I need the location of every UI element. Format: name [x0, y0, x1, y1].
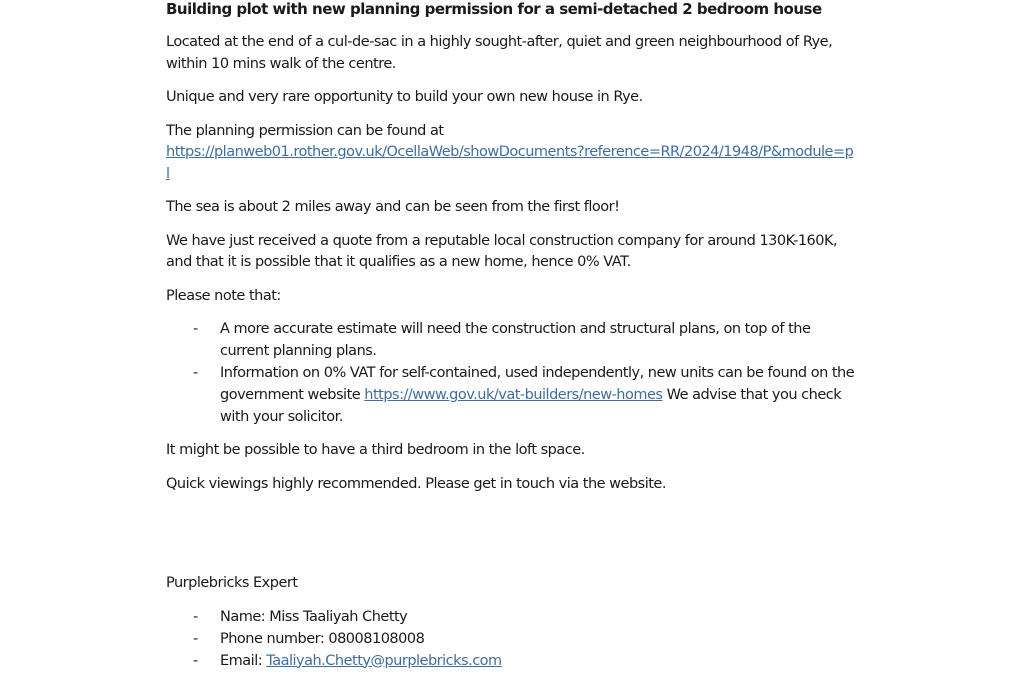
- location-paragraph: Located at the end of a cul-de-sac in a highly sought-after, quiet and green neighbourhood of Rye, within 10 mins walk of the centre.: [166, 34, 833, 72]
- list-item: [166, 628, 856, 650]
- vat-note-text: Information on 0% VAT for self-contained, used independently, new units can be found on the government website: [220, 365, 855, 403]
- dash-bullet: -: [193, 608, 198, 625]
- contact-list: [166, 606, 856, 672]
- contact-name: Name: Miss Taaliyah Chetty: [220, 608, 408, 625]
- estimate-note: A more accurate estimate will need the construction and structural plans, on top of the current planning plans.: [220, 321, 811, 359]
- dash-bullet: -: [193, 321, 198, 337]
- viewings-paragraph: Quick viewings highly recommended. Please get in touch via the website.: [166, 475, 666, 492]
- planning-paragraph: [166, 121, 856, 186]
- contact-heading: Purplebricks Expert: [166, 575, 298, 591]
- note-intro: Please note that:: [166, 287, 281, 304]
- sea-paragraph: The sea is about 2 miles away and can be seen from the first floor!: [166, 199, 620, 215]
- solicitor-note-text: We advise that you check with your solicitor.: [220, 387, 842, 425]
- contact-email-label: Email:: [220, 652, 267, 669]
- list-item: [166, 362, 856, 428]
- list-item: [166, 318, 856, 362]
- dash-bullet: -: [193, 365, 198, 381]
- notes-list: [166, 318, 856, 428]
- spacer: [166, 495, 856, 573]
- dash-bullet: -: [193, 652, 198, 669]
- quote-paragraph: We have just received a quote from a reputable local construction company for around 130K-160K, and that it is possible that it qualifies as a new home, hence 0% VAT.: [166, 232, 838, 270]
- opportunity-paragraph: Unique and very rare opportunity to build your own new house in Rye.: [166, 89, 643, 105]
- listing-document: [166, 0, 856, 672]
- planning-intro-text: The planning permission can be found at: [166, 122, 444, 139]
- listing-title: Building plot with new planning permission for a semi-detached 2 bedroom house: [166, 0, 822, 18]
- contact-phone: Phone number: 08008108008: [220, 630, 425, 647]
- loft-paragraph: It might be possible to have a third bedroom in the loft space.: [166, 442, 585, 458]
- list-item: [166, 650, 856, 672]
- dash-bullet: -: [193, 630, 198, 647]
- contact-email-link[interactable]: Taaliyah.Chetty@purplebricks.com: [266, 652, 502, 669]
- planning-permission-link[interactable]: https://planweb01.rother.gov.uk/OcellaWeb/showDocuments?reference=RR/2024/1948/P&module=pl: [166, 144, 854, 182]
- vat-builders-link[interactable]: https://www.gov.uk/vat-builders/new-homes: [364, 387, 663, 403]
- list-item: [166, 606, 856, 628]
